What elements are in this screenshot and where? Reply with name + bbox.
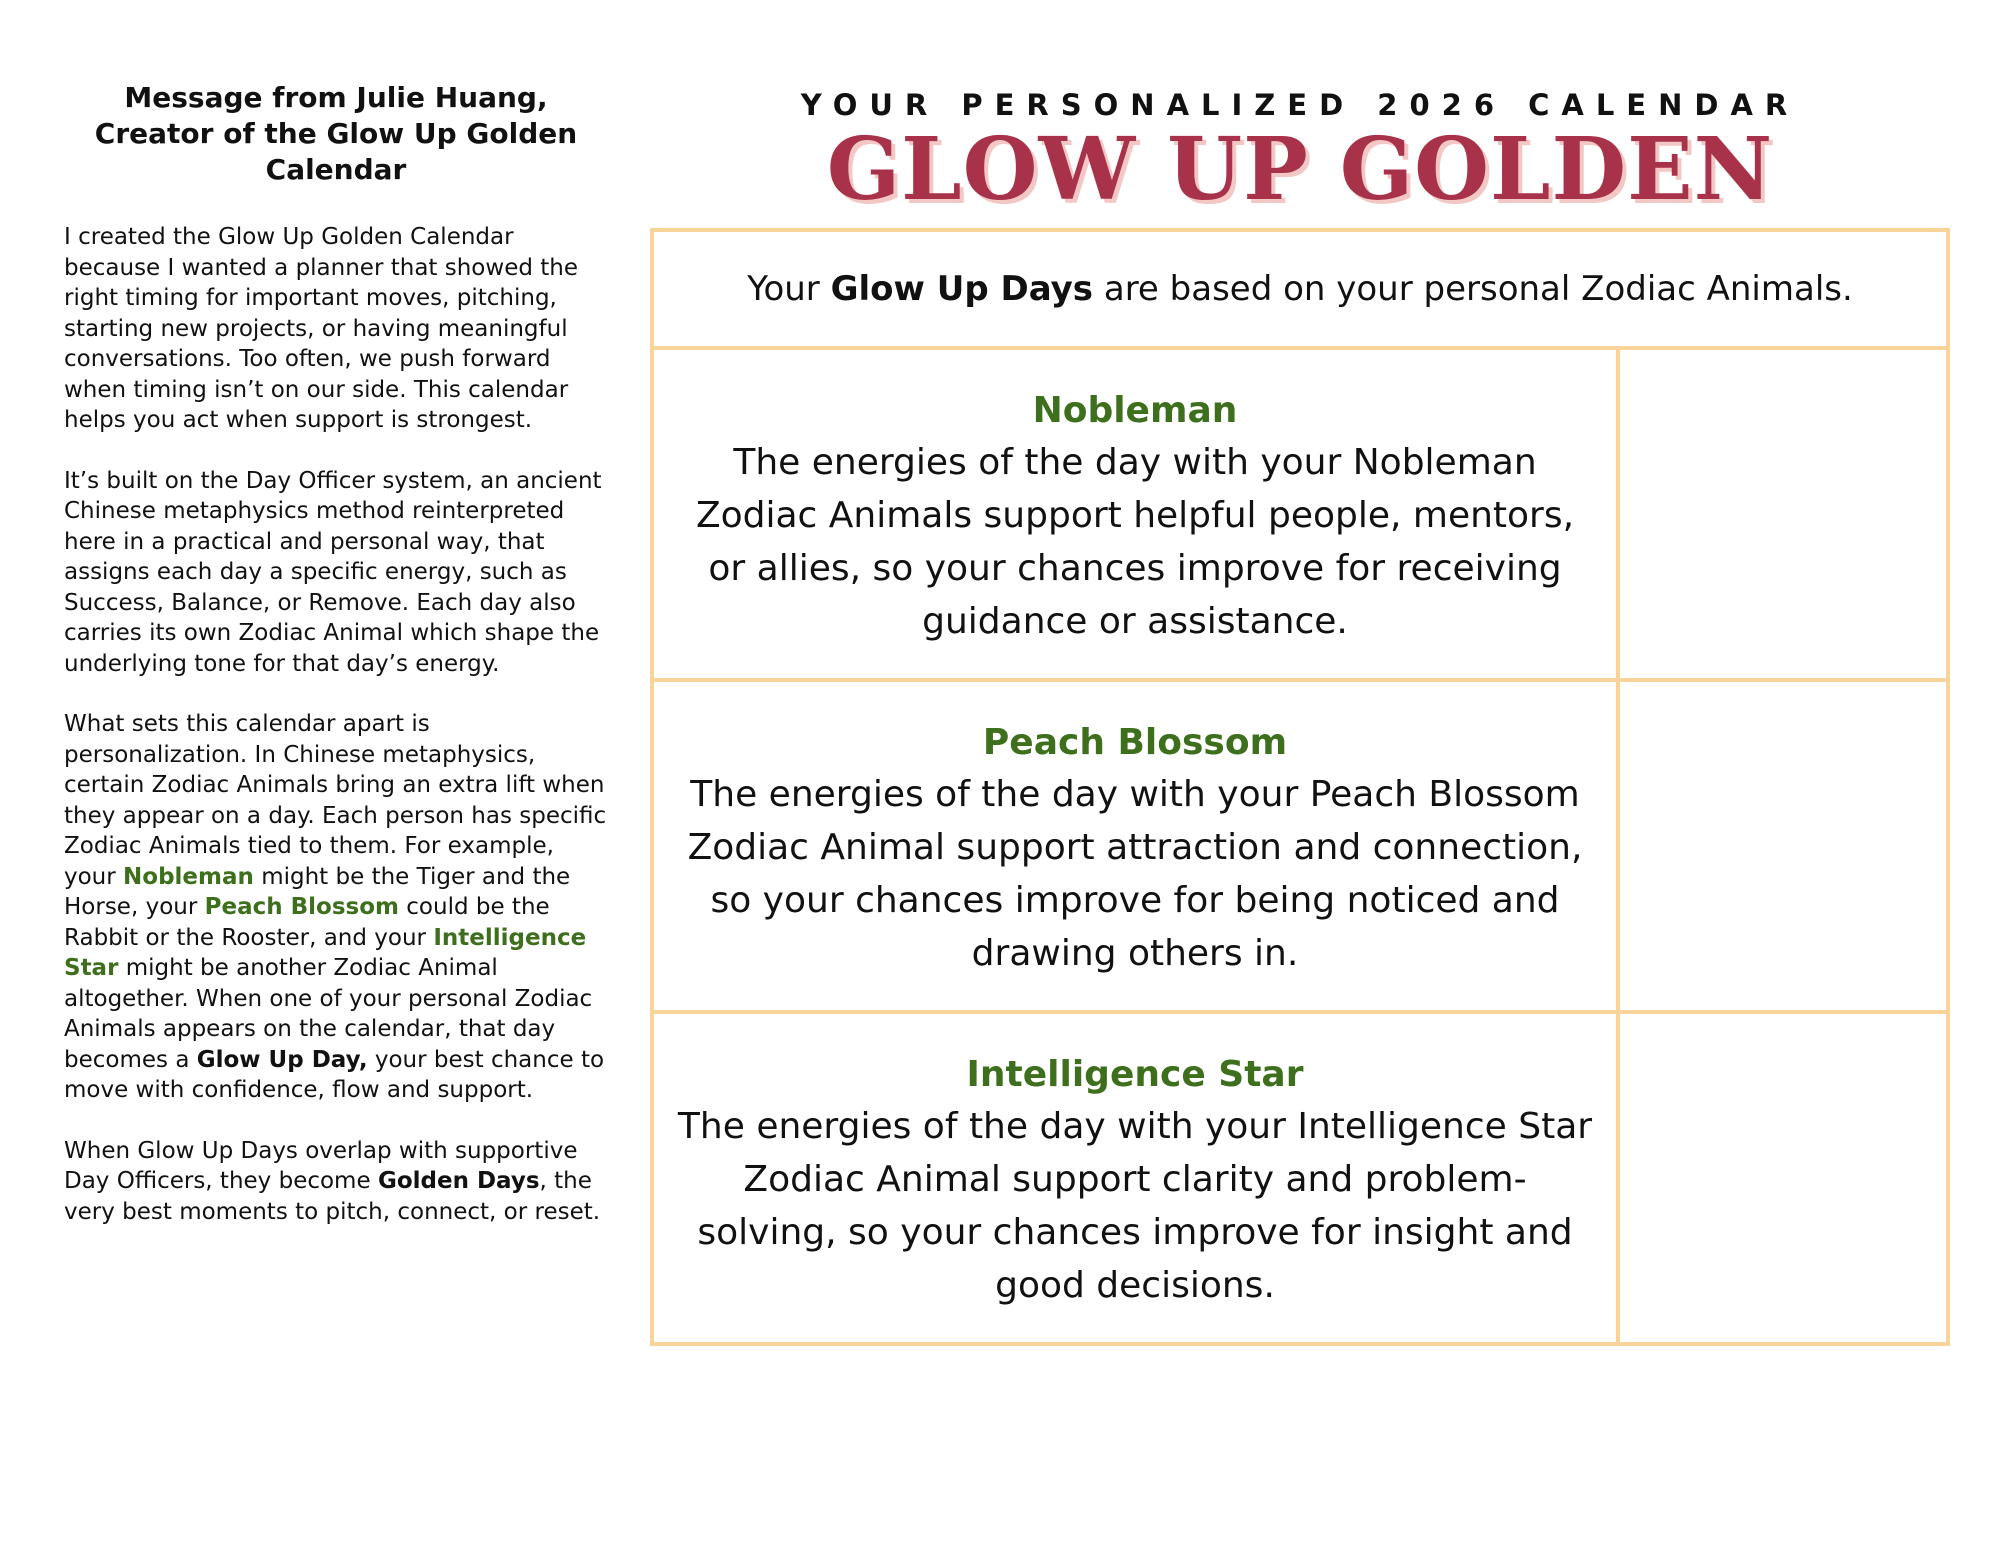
table-cell-description <box>654 682 1620 1010</box>
table-cell-empty <box>1620 682 1946 1010</box>
nobleman-highlight: Nobleman <box>123 863 254 890</box>
table-intro-row <box>654 232 1946 350</box>
row-heading: Peach Blossom <box>982 722 1288 763</box>
intelligence-star-highlight: Intelligence Star <box>64 924 587 981</box>
table-cell-empty <box>1620 350 1946 678</box>
table-cell-empty <box>1620 1014 1946 1342</box>
text-span: could be the Rabbit or the Rooster, and your <box>64 894 550 951</box>
table-row-intelligence-star <box>654 1014 1946 1342</box>
text-span: When Glow Up Days overlap with supportive Day Officers, they become <box>64 1137 578 1194</box>
page-title: GLOW UP GOLDEN <box>826 119 1774 220</box>
message-paragraph-3 <box>64 709 608 1106</box>
row-body: The energies of the day with your Intelligence Star Zodiac Animal support clarity and problem-solving, so your chances improve for insight and good decisions. <box>677 1106 1593 1306</box>
row-body: The energies of the day with your Nobleman Zodiac Animals support helpful people, mentors, or allies, so your chances improve for receiving guidance or assistance. <box>695 442 1575 642</box>
text-span: are based on your personal Zodiac Animals. <box>1093 269 1853 309</box>
text-span: might be another Zodiac Animal altogether. When one of your personal Zodiac Animals appears on the calendar, that day becomes a <box>64 955 593 1073</box>
glow-up-day-highlight: Glow Up Day, <box>196 1046 368 1073</box>
peach-blossom-highlight: Peach Blossom <box>204 894 399 920</box>
table-row-peach-blossom <box>654 682 1946 1014</box>
message-title: Message from Julie Huang, Creator of the Glow Up Golden Calendar <box>94 81 578 186</box>
table-intro-text <box>747 269 1853 309</box>
text-span: your best chance to move with confidence, flow and support. <box>64 1046 605 1103</box>
calendar-kicker: YOUR PERSONALIZED 2026 CALENDAR <box>800 88 1800 122</box>
table-row-nobleman <box>654 350 1946 682</box>
text-span: Your <box>747 269 831 309</box>
text-span: might be the Tiger and the Horse, your <box>64 863 571 920</box>
message-paragraph-1: I created the Glow Up Golden Calendar because I wanted a planner that showed the right timing for important moves, pitching, starting new projects, or having meaningful conversations. Too often, we push forward when timing isn’t on our side. This calendar helps you act when support is strongest. <box>64 224 578 433</box>
row-heading: Intelligence Star <box>966 1054 1304 1095</box>
message-paragraph-2: It’s built on the Day Officer system, an ancient Chinese metaphysics method reinterpreted here in a practical and personal way, that assigns each day a specific energy, such as Success, Balance, or Remove. Each day also carries its own Zodiac Animal which shape the underlying tone for that day’s energy. <box>64 467 602 677</box>
glow-up-days-bold: Glow Up Days <box>830 269 1094 309</box>
glow-up-table <box>650 228 1950 1346</box>
message-column <box>64 80 608 1257</box>
golden-days-highlight: Golden Days <box>377 1168 540 1194</box>
text-span: What sets this calendar apart is personalization. In Chinese metaphysics, certain Zodiac Animals bring an extra lift when they appear on a day. Each person has specific Zodiac Animals tied to them. For example, your <box>64 711 607 890</box>
row-body: The energies of the day with your Peach Blossom Zodiac Animal support attraction and connection, so your chances improve for being noticed and drawing others in. <box>687 774 1583 974</box>
message-paragraph-4 <box>64 1136 608 1228</box>
text-span: , the very best moments to pitch, connect, or reset. <box>64 1168 601 1225</box>
table-cell-description <box>654 350 1620 678</box>
row-heading: Nobleman <box>1032 390 1238 431</box>
table-cell-description <box>654 1014 1620 1342</box>
